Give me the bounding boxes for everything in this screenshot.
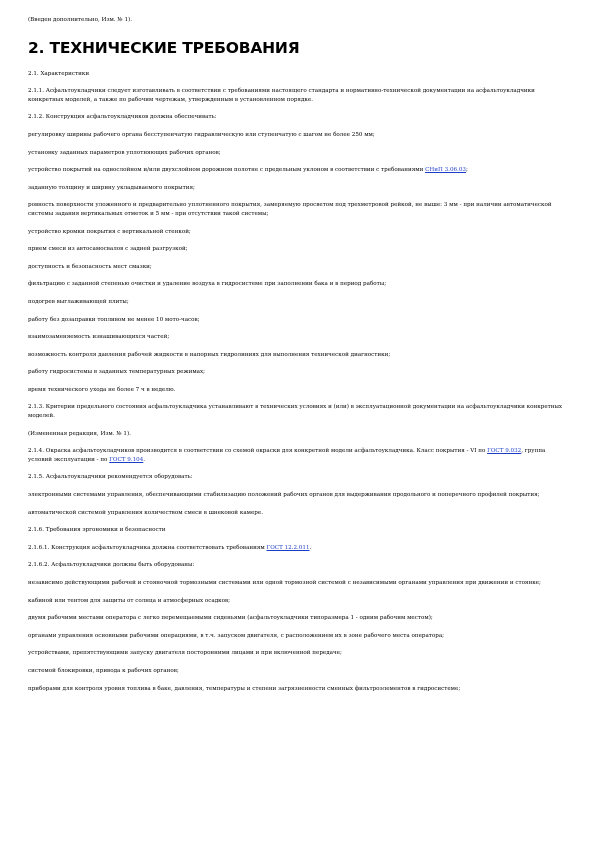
- paragraph: ровность поверхности уложенного и предварительно уплотненного покрытия, замеряемую просветом под трехметровой рейкой, не выше: 3 мм - при наличии автоматической системы задания вертикальных отметок и 5 мм - при отсутствии такой системы;: [28, 202, 552, 217]
- paragraph: 2.1.6.2. Асфальтоукладчики должны быть оборудованы:: [28, 562, 195, 569]
- gost-9-032-link[interactable]: ГОСТ 9.032: [487, 448, 522, 455]
- paragraph: установку заданных параметров уплотняющих рабочих органов;: [28, 149, 221, 156]
- paragraph: работу без дозаправки топливом не менее 10 мото-часов;: [28, 316, 200, 323]
- paragraph: регулировку ширины рабочего органа бесступенчатую гидравлическую или ступенчатую с шагом не более 250 мм;: [28, 131, 375, 138]
- paragraph: кабиной или тентом для защиты от солнца и атмосферных осадков;: [28, 597, 231, 604]
- paragraph-text-end: .: [309, 544, 312, 551]
- amendment-note: (Измененная редакция, Изм. № 1).: [28, 430, 131, 437]
- paragraph: устройствами, препятствующими запуску двигателя посторонними лицами и при включенной передаче;: [28, 650, 342, 657]
- subsection-heading: 2.1.6. Требования эргономики и безопасности: [28, 527, 166, 534]
- paragraph: 2.1.5. Асфальтоукладчики рекомендуется оборудовать:: [28, 474, 193, 481]
- paragraph: подогрев выглаживающей плиты;: [28, 298, 129, 305]
- paragraph: 2.1.1. Асфальтоукладчики следует изготавливать в соответствии с требованиями настоящего стандарта и нормативно-технической документации на асфальтоукладчики конкретных моделей, а также по рабочим чертежам, утвержденным в установленном порядке.: [28, 88, 535, 103]
- paragraph: органами управления основными рабочими операциями, в т.ч. запуском двигателя, с расположением их в зоне рабочего места оператора;: [28, 632, 445, 639]
- paragraph-text-end: .: [143, 456, 146, 463]
- paragraph: фильтрацию с заданной степенью очистки и удаление воздуха в гидросистеме при заполнении бака и в период работы;: [28, 281, 387, 288]
- paragraph: [28, 447, 568, 464]
- document-body: [28, 16, 568, 702]
- paragraph-text: 2.1.6.1. Конструкция асфальтоукладчика должна соответствовать требованиям: [28, 544, 267, 551]
- gost-12-2-011-link[interactable]: ГОСТ 12.2.011: [266, 544, 310, 551]
- paragraph: [28, 166, 568, 175]
- intro-note: (Введен дополнительно, Изм. № 1).: [28, 17, 133, 23]
- snip-link[interactable]: СНиП 3.06.03: [425, 167, 466, 174]
- paragraph: электронными системами управления, обеспечивающими стабилизацию положений рабочих органов для выдерживания продольного и поперечного профилей покрытия;: [28, 492, 540, 499]
- paragraph: независимо действующими рабочей и стояночной тормозными системами или одной тормозной системой с независимыми органами управления при движении и стоянке;: [28, 580, 541, 586]
- paragraph: время технического ухода не более 7 ч в неделю.: [28, 386, 176, 393]
- paragraph: автоматической системой управления количеством смеси в шнековой камере.: [28, 509, 263, 516]
- paragraph: прием смеси из автосамосвалов с задней разгрузкой;: [28, 246, 188, 253]
- paragraph: 2.1.3. Критерии предельного состояния асфальтоукладчика устанавливают в технических условиях и (или) в эксплуатационной документации на асфальтоукладчики конкретных моделей.: [28, 404, 563, 420]
- paragraph: возможность контроля давления рабочей жидкости в напорных гидролиниях для выполнения технической диагностики;: [28, 351, 391, 358]
- paragraph: [28, 544, 568, 553]
- paragraph: системой блокировки, привода к рабочих органов;: [28, 667, 179, 674]
- paragraph-text: 2.1.4. Окраска асфальтоукладчиков производится в соответствии со схемой окраски для конкретной модели асфальтоукладчика. Класс покрытия - VI по: [28, 448, 488, 455]
- paragraph: устройство кромки покрытия с вертикальной стенкой;: [28, 228, 191, 235]
- paragraph: заданную толщину и ширину укладываемого покрытия;: [28, 184, 195, 191]
- paragraph-text: , группа условий эксплуатации - по: [28, 448, 546, 463]
- paragraph: двумя рабочими местами оператора с легко перемещаемыми сиденьями (асфальтоукладчики типоразмера 1 - одним рабочим местом);: [28, 615, 433, 622]
- paragraph-text-end: ;: [465, 167, 468, 174]
- gost-9-104-link[interactable]: ГОСТ 9.104: [109, 456, 144, 463]
- subsection-heading: 2.1. Характеристики: [28, 70, 90, 77]
- paragraph: работу гидросистемы в заданных температурных режимах;: [28, 369, 206, 376]
- paragraph: приборами для контроля уровня топлива в баке, давления, температуры и степени загрязненности сменных фильтроэлементов в гидросистеме;: [28, 685, 461, 692]
- paragraph: 2.1.2. Конструкция асфальтоукладчиков должна обеспечивать:: [28, 114, 217, 121]
- section-title: 2. ТЕХНИЧЕСКИЕ ТРЕБОВАНИЯ: [28, 38, 300, 57]
- paragraph-text: устройство покрытий на однослойном и/или двухслойном дорожном полотне с предельным уклоном в соответствии с требованиями: [28, 167, 426, 174]
- paragraph: взаимозаменяемость изнашивающихся частей;: [28, 334, 170, 341]
- paragraph: доступность и безопасность мест смазки;: [28, 263, 152, 270]
